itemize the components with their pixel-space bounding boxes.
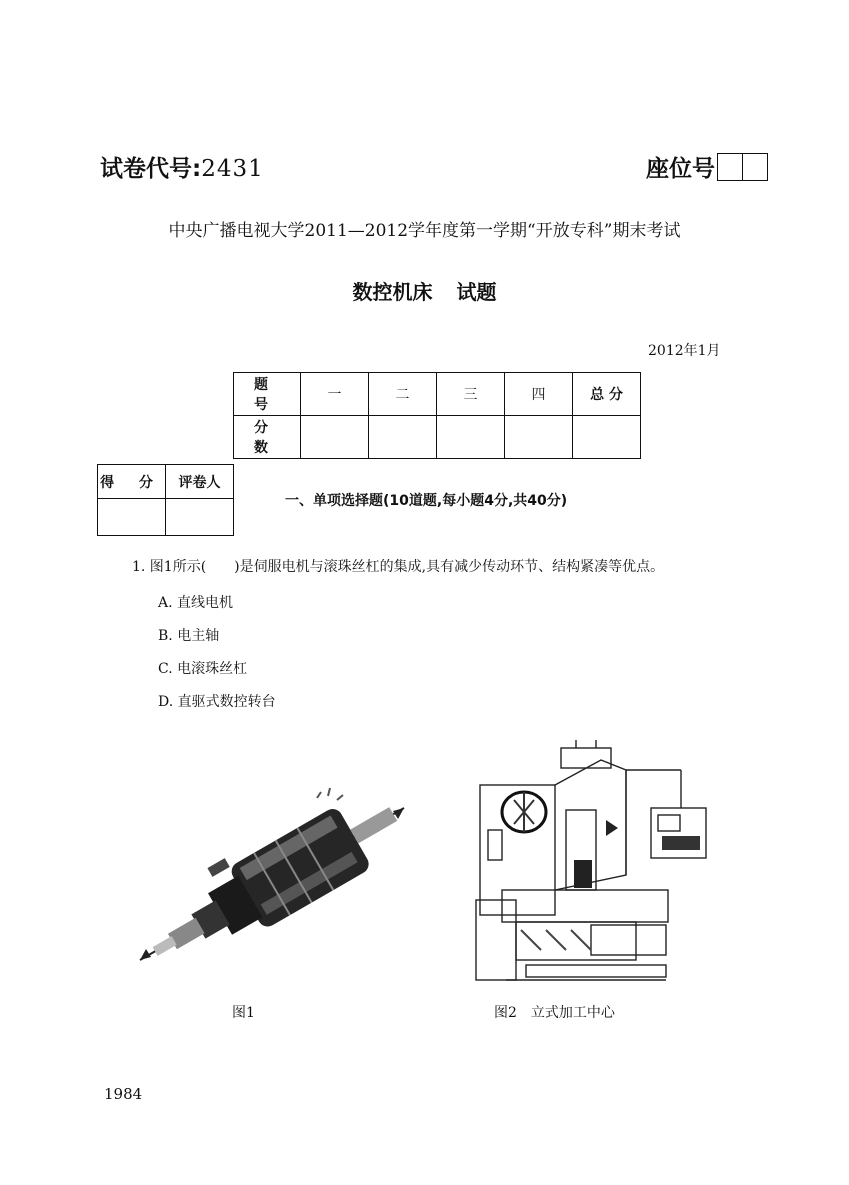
subject-title <box>0 276 849 305</box>
grader-score-label: 得 分 <box>98 465 166 499</box>
seat-number-boxes[interactable] <box>717 153 768 181</box>
score-cell-1[interactable] <box>301 416 369 459</box>
grader-name-cell[interactable] <box>166 499 234 536</box>
question-number-label: 题 号 <box>234 373 301 416</box>
col-3: 三 <box>437 373 505 416</box>
section-title: 一、单项选择题(10道题,每小题4分,共40分) <box>285 493 568 509</box>
option-b: B. 电主轴 <box>158 628 220 644</box>
score-table <box>233 372 641 459</box>
score-cell-4[interactable] <box>505 416 573 459</box>
score-cell-total[interactable] <box>573 416 641 459</box>
figure-1-caption: 图1 <box>232 1005 255 1021</box>
score-cell-3[interactable] <box>437 416 505 459</box>
page-number: 1984 <box>104 1085 143 1103</box>
option-a: A. 直线电机 <box>158 595 234 611</box>
machining-center-figure <box>466 740 726 1000</box>
seat-label: 座位号 <box>646 156 715 182</box>
option-d: D. 直驱式数控转台 <box>158 694 276 710</box>
subject-suffix: 试题 <box>456 280 497 304</box>
paper-code <box>100 150 264 183</box>
col-1: 一 <box>301 373 369 416</box>
grader-name-label: 评卷人 <box>166 465 234 499</box>
paper-code-label: 试卷代号: <box>100 156 202 182</box>
score-label: 分 数 <box>234 416 301 459</box>
subject-name: 数控机床 <box>352 280 433 304</box>
col-4: 四 <box>505 373 573 416</box>
paper-code-number: 2431 <box>201 156 264 182</box>
exam-date: 2012年1月 <box>648 343 721 359</box>
col-2: 二 <box>369 373 437 416</box>
exam-title: 中央广播电视大学2011—2012学年度第一学期“开放专科”期末考试 <box>168 221 681 241</box>
grader-table <box>97 464 234 536</box>
score-cell-2[interactable] <box>369 416 437 459</box>
seat-number <box>646 150 768 183</box>
col-total: 总 分 <box>573 373 641 416</box>
option-c: C. 电滚珠丝杠 <box>158 661 248 677</box>
question-1: 1. 图1所示( )是伺服电机与滚珠丝杠的集成,具有减少传动环节、结构紧凑等优点。 <box>132 559 665 575</box>
ball-screw-figure <box>132 778 417 968</box>
grader-score-cell[interactable] <box>98 499 166 536</box>
figure-2-caption: 图2 立式加工中心 <box>494 1005 615 1021</box>
